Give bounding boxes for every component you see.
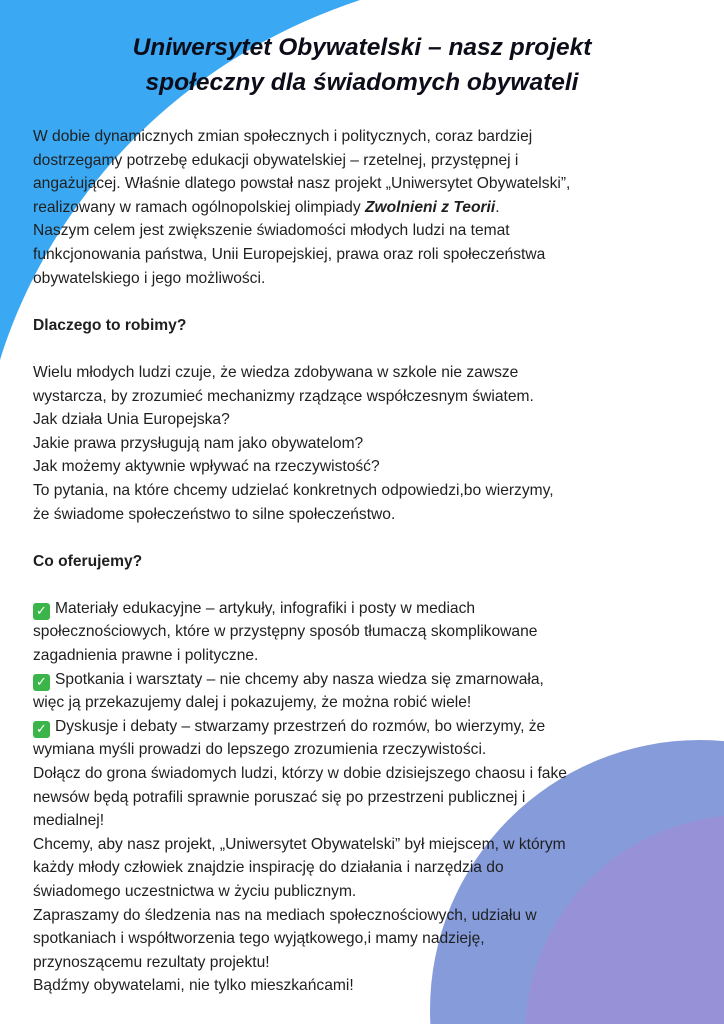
intro-paragraph	[33, 125, 693, 290]
intro-line: obywatelskiego i jego możliwości.	[33, 269, 266, 287]
offer-item	[33, 668, 693, 692]
intro-line: Naszym celem jest zwiększenie świadomości młodych ludzi na temat	[33, 222, 510, 240]
offer-item-line: więc ją przekazujemy dalej i pokazujemy, że można robić wiele!	[33, 694, 472, 712]
olympiad-name: Zwolnieni z Teorii	[364, 198, 496, 216]
closing-line: każdy młody człowiek znajdzie inspirację do działania i narzędzia do	[33, 859, 504, 877]
offer-list	[33, 597, 693, 762]
intro-period: .	[495, 198, 500, 216]
closing-line: Zapraszamy do śledzenia nas na mediach społecznościowych, udziału w	[33, 906, 537, 924]
offer-item-text: Spotkania i warsztaty – nie chcemy aby nasza wiedza się zmarnowała,	[55, 670, 544, 688]
offer-item-line: społecznościowych, które w przystępny sposób tłumaczą skomplikowane	[33, 623, 538, 641]
closing-line: Bądźmy obywatelami, nie tylko mieszkańcami!	[33, 977, 354, 995]
offer-item-text: Dyskusje i debaty – stwarzamy przestrzeń do rozmów, bo wierzymy, że	[55, 717, 546, 735]
why-line: Jak działa Unia Europejska?	[33, 411, 230, 429]
intro-line	[33, 196, 693, 220]
closing-line: świadomego uczestnictwa w życiu publicznym.	[33, 883, 357, 900]
offer-item-line: zagadnienia prawne i polityczne.	[33, 647, 259, 665]
why-line: wystarcza, by zrozumieć mechanizmy rządzące współczesnym światem.	[33, 387, 534, 405]
why-line: Wielu młodych ludzi czuje, że wiedza zdobywana w szkole nie zawsze	[33, 363, 519, 381]
page-title	[60, 30, 664, 100]
section-heading-why: Dlaczego to robimy?	[33, 316, 187, 334]
title-line-1: Uniwersytet Obywatelski – nasz projekt	[132, 34, 592, 61]
why-line: że świadome społeczeństwo to silne społeczeństwo.	[33, 505, 396, 523]
article-body	[33, 125, 693, 998]
intro-text: realizowany w ramach ogólnopolskiej olimpiady	[33, 198, 365, 216]
closing-line: medialnej!	[33, 812, 105, 830]
closing-line: spotkaniach i współtworzenia tego wyjątkowego,i mamy nadzieję,	[33, 930, 485, 948]
closing-line: newsów będą potrafili sprawnie poruszać się po przestrzeni publicznej i	[33, 788, 526, 806]
why-line: Jakie prawa przysługują nam jako obywatelom?	[33, 434, 364, 452]
intro-line: dostrzegamy potrzebę edukacji obywatelskiej – rzetelnej, przystępnej i	[33, 151, 519, 169]
offer-item-text: Materiały edukacyjne – artykuły, infografiki i posty w mediach	[55, 599, 476, 617]
intro-line: W dobie dynamicznych zmian społecznych i politycznych, coraz bardziej	[33, 128, 533, 145]
section-heading-offer: Co oferujemy?	[33, 552, 143, 570]
intro-line: funkcjonowania państwa, Unii Europejskiej, prawa oraz roli społeczeństwa	[33, 245, 546, 263]
why-line: To pytania, na które chcemy udzielać konkretnych odpowiedzi,bo wierzymy,	[33, 481, 554, 499]
check-icon: ✓	[33, 603, 50, 620]
closing-paragraph	[33, 762, 693, 998]
title-line-2: społeczny dla świadomych obywateli	[145, 69, 579, 96]
offer-item	[33, 597, 693, 621]
why-paragraph	[33, 361, 693, 526]
check-icon: ✓	[33, 674, 50, 691]
offer-item	[33, 715, 693, 739]
check-icon: ✓	[33, 721, 50, 738]
closing-line: Chcemy, aby nasz projekt, „Uniwersytet Obywatelski” był miejscem, w którym	[33, 835, 566, 853]
why-line: Jak możemy aktywnie wpływać na rzeczywistość?	[33, 458, 380, 476]
closing-line: Dołącz do grona świadomych ludzi, którzy w dobie dzisiejszego chaosu i fake	[33, 765, 567, 783]
offer-item-line: wymiana myśli prowadzi do lepszego zrozumienia rzeczywistości.	[33, 741, 487, 759]
closing-line: przynoszącemu rezultaty projektu!	[33, 953, 270, 971]
intro-line: angażującej. Właśnie dlatego powstał nasz projekt „Uniwersytet Obywatelski”,	[33, 175, 571, 193]
